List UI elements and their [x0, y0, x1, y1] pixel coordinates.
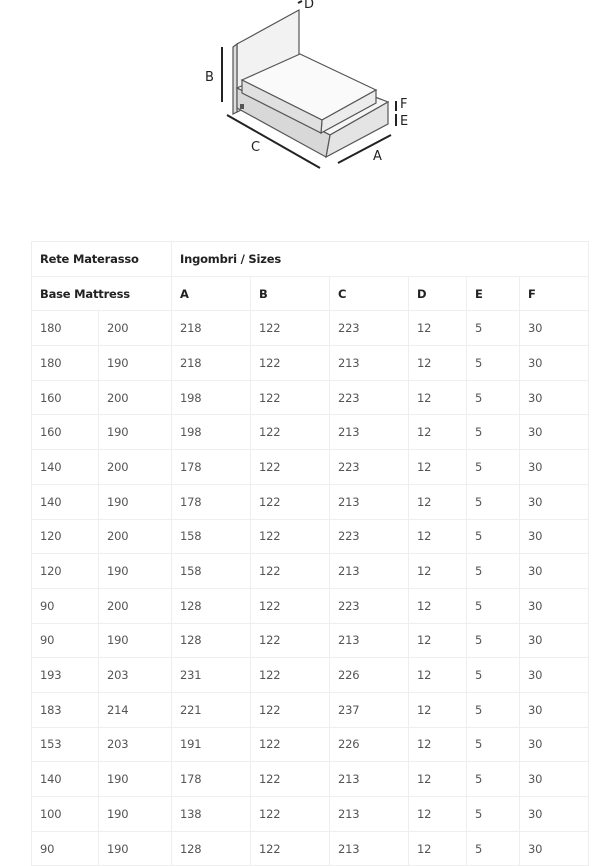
column-header-base-mattress: Base Mattress [32, 276, 172, 311]
table-row [32, 415, 589, 450]
cell-base-width: 160 [32, 415, 99, 450]
cell-size-d: 12 [409, 831, 467, 866]
cell-base-width: 180 [32, 311, 99, 346]
cell-base-length: 190 [99, 831, 172, 866]
cell-size-e: 5 [467, 692, 520, 727]
cell-size-f: 30 [520, 519, 589, 554]
cell-size-c: 226 [330, 727, 409, 762]
table-row [32, 346, 589, 381]
cell-size-e: 5 [467, 311, 520, 346]
cell-base-length: 190 [99, 623, 172, 658]
cell-size-c: 213 [330, 554, 409, 589]
cell-size-f: 30 [520, 762, 589, 797]
cell-size-a: 191 [172, 727, 251, 762]
cell-size-e: 5 [467, 762, 520, 797]
cell-size-a: 221 [172, 692, 251, 727]
cell-size-b: 122 [251, 554, 330, 589]
cell-base-width: 183 [32, 692, 99, 727]
cell-size-e: 5 [467, 450, 520, 485]
cell-size-a: 231 [172, 658, 251, 693]
cell-size-b: 122 [251, 311, 330, 346]
cell-size-d: 12 [409, 762, 467, 797]
cell-size-f: 30 [520, 831, 589, 866]
cell-base-length: 190 [99, 554, 172, 589]
cell-size-f: 30 [520, 311, 589, 346]
cell-size-b: 122 [251, 623, 330, 658]
table-row [32, 588, 589, 623]
table-row [32, 450, 589, 485]
table-row [32, 623, 589, 658]
table-row [32, 311, 589, 346]
cell-size-f: 30 [520, 727, 589, 762]
cell-size-f: 30 [520, 797, 589, 832]
dimension-label-f: F [400, 97, 408, 112]
cell-size-a: 158 [172, 519, 251, 554]
cell-base-width: 90 [32, 831, 99, 866]
cell-size-b: 122 [251, 831, 330, 866]
cell-base-width: 140 [32, 484, 99, 519]
cell-size-d: 12 [409, 727, 467, 762]
cell-base-length: 200 [99, 450, 172, 485]
cell-size-f: 30 [520, 623, 589, 658]
cell-size-c: 213 [330, 484, 409, 519]
cell-base-width: 140 [32, 762, 99, 797]
cell-size-f: 30 [520, 588, 589, 623]
cell-size-e: 5 [467, 797, 520, 832]
cell-size-a: 178 [172, 450, 251, 485]
column-header-a: A [172, 276, 251, 311]
cell-size-e: 5 [467, 588, 520, 623]
group-header-sizes: Ingombri / Sizes [172, 242, 520, 277]
cell-size-b: 122 [251, 415, 330, 450]
column-header-b: B [251, 276, 330, 311]
cell-size-a: 218 [172, 346, 251, 381]
cell-base-length: 203 [99, 727, 172, 762]
dimension-label-b: B [205, 70, 214, 85]
cell-size-f: 30 [520, 484, 589, 519]
dimension-label-a: A [373, 149, 382, 164]
cell-size-e: 5 [467, 346, 520, 381]
cell-size-c: 226 [330, 658, 409, 693]
dimension-label-e: E [400, 114, 409, 129]
cell-size-b: 122 [251, 692, 330, 727]
table-row [32, 831, 589, 866]
cell-size-a: 178 [172, 484, 251, 519]
cell-size-e: 5 [467, 519, 520, 554]
cell-base-width: 193 [32, 658, 99, 693]
cell-size-f: 30 [520, 658, 589, 693]
cell-size-e: 5 [467, 831, 520, 866]
cell-size-a: 128 [172, 831, 251, 866]
cell-size-e: 5 [467, 415, 520, 450]
cell-base-length: 200 [99, 311, 172, 346]
bed-foot [240, 104, 244, 109]
cell-size-c: 213 [330, 762, 409, 797]
cell-base-length: 203 [99, 658, 172, 693]
table-row [32, 727, 589, 762]
table-column-header-row [32, 276, 589, 311]
cell-size-d: 12 [409, 380, 467, 415]
cell-size-a: 138 [172, 797, 251, 832]
cell-size-b: 122 [251, 797, 330, 832]
cell-base-length: 190 [99, 762, 172, 797]
cell-size-d: 12 [409, 623, 467, 658]
cell-size-c: 213 [330, 346, 409, 381]
cell-base-width: 100 [32, 797, 99, 832]
cell-size-b: 122 [251, 484, 330, 519]
cell-size-b: 122 [251, 727, 330, 762]
cell-size-a: 198 [172, 415, 251, 450]
cell-base-width: 153 [32, 727, 99, 762]
cell-size-f: 30 [520, 692, 589, 727]
cell-size-c: 213 [330, 797, 409, 832]
cell-size-a: 178 [172, 762, 251, 797]
table-row [32, 762, 589, 797]
cell-size-a: 158 [172, 554, 251, 589]
cell-size-a: 198 [172, 380, 251, 415]
column-header-d: D [409, 276, 467, 311]
cell-size-f: 30 [520, 415, 589, 450]
table-row [32, 692, 589, 727]
group-header-blank [520, 242, 589, 277]
cell-size-f: 30 [520, 450, 589, 485]
cell-size-b: 122 [251, 588, 330, 623]
cell-size-a: 128 [172, 623, 251, 658]
cell-size-f: 30 [520, 380, 589, 415]
cell-base-width: 140 [32, 450, 99, 485]
sizes-table [31, 241, 589, 866]
column-header-f: F [520, 276, 589, 311]
table-row [32, 519, 589, 554]
cell-size-c: 223 [330, 450, 409, 485]
column-header-c: C [330, 276, 409, 311]
cell-size-b: 122 [251, 519, 330, 554]
cell-size-e: 5 [467, 484, 520, 519]
cell-size-d: 12 [409, 692, 467, 727]
cell-size-b: 122 [251, 346, 330, 381]
group-header-base-mattress-it: Rete Materasso [32, 242, 172, 277]
cell-base-length: 200 [99, 519, 172, 554]
table-row [32, 380, 589, 415]
cell-size-c: 223 [330, 311, 409, 346]
cell-size-a: 128 [172, 588, 251, 623]
cell-base-length: 190 [99, 415, 172, 450]
cell-size-b: 122 [251, 762, 330, 797]
cell-size-d: 12 [409, 797, 467, 832]
table-row [32, 797, 589, 832]
dimension-label-d: D [304, 0, 315, 12]
cell-base-width: 120 [32, 554, 99, 589]
cell-size-d: 12 [409, 415, 467, 450]
cell-size-c: 213 [330, 415, 409, 450]
cell-size-d: 12 [409, 554, 467, 589]
table-group-header-row [32, 242, 589, 277]
cell-size-e: 5 [467, 658, 520, 693]
table-row [32, 554, 589, 589]
cell-size-c: 213 [330, 831, 409, 866]
table-row [32, 658, 589, 693]
cell-size-c: 223 [330, 380, 409, 415]
cell-size-d: 12 [409, 658, 467, 693]
cell-base-length: 190 [99, 346, 172, 381]
cell-size-b: 122 [251, 658, 330, 693]
cell-size-d: 12 [409, 450, 467, 485]
cell-base-length: 214 [99, 692, 172, 727]
cell-size-c: 223 [330, 519, 409, 554]
table-row [32, 484, 589, 519]
cell-size-e: 5 [467, 554, 520, 589]
cell-base-width: 180 [32, 346, 99, 381]
cell-size-c: 223 [330, 588, 409, 623]
dimension-line-d [298, 1, 302, 3]
cell-size-b: 122 [251, 450, 330, 485]
cell-base-length: 190 [99, 484, 172, 519]
cell-base-length: 200 [99, 588, 172, 623]
cell-size-d: 12 [409, 311, 467, 346]
cell-base-width: 90 [32, 623, 99, 658]
cell-size-a: 218 [172, 311, 251, 346]
cell-base-width: 160 [32, 380, 99, 415]
cell-size-e: 5 [467, 380, 520, 415]
cell-size-d: 12 [409, 519, 467, 554]
cell-size-c: 237 [330, 692, 409, 727]
cell-size-d: 12 [409, 346, 467, 381]
cell-size-f: 30 [520, 346, 589, 381]
dimension-label-c: C [251, 140, 261, 155]
cell-size-b: 122 [251, 380, 330, 415]
cell-base-length: 200 [99, 380, 172, 415]
cell-size-e: 5 [467, 623, 520, 658]
cell-size-d: 12 [409, 484, 467, 519]
cell-size-d: 12 [409, 588, 467, 623]
cell-size-e: 5 [467, 727, 520, 762]
cell-base-width: 90 [32, 588, 99, 623]
cell-size-c: 213 [330, 623, 409, 658]
cell-size-f: 30 [520, 554, 589, 589]
cell-base-length: 190 [99, 797, 172, 832]
bed-dimensions-diagram [0, 0, 611, 235]
column-header-e: E [467, 276, 520, 311]
cell-base-width: 120 [32, 519, 99, 554]
